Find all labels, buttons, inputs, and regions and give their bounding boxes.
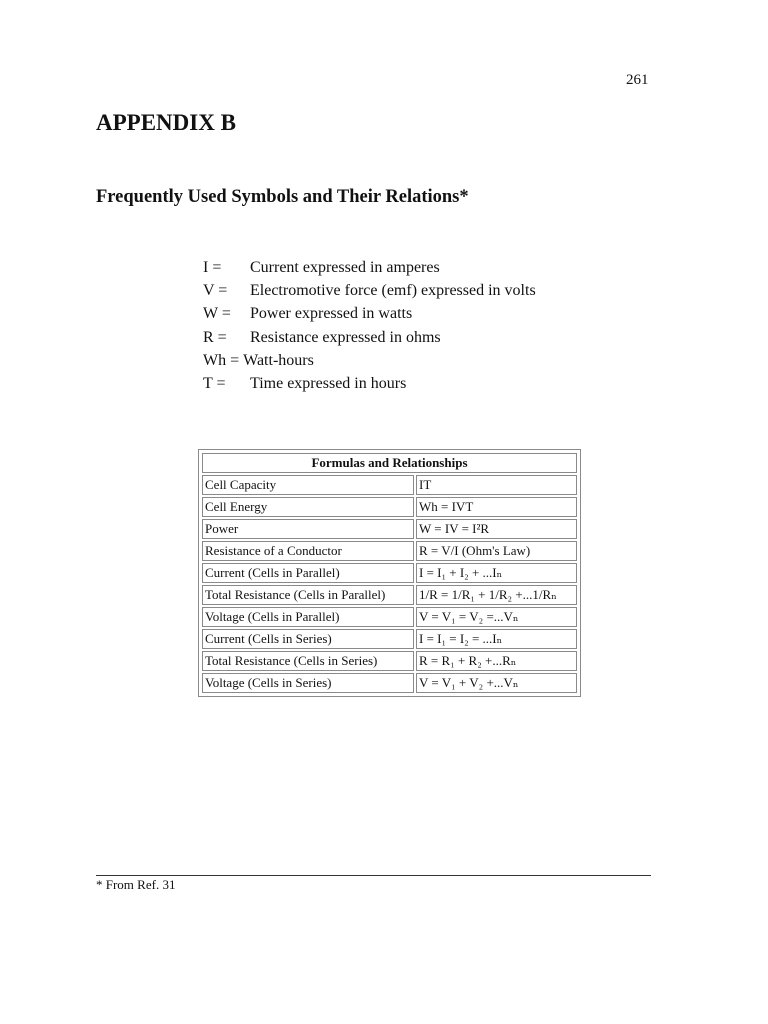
symbol-description: Current expressed in amperes <box>250 259 440 276</box>
relation-formula: W = IV = I²R <box>416 519 577 539</box>
symbol-row-voltage <box>203 279 536 302</box>
relation-label: Cell Capacity <box>202 475 414 495</box>
relation-formula: V = V₁ + V₂ +...Vₙ <box>416 673 577 693</box>
table-row <box>202 541 577 561</box>
symbol-row-watt-hours <box>203 349 536 372</box>
symbol-key: Wh = <box>203 351 240 369</box>
appendix-title: APPENDIX B <box>96 110 236 135</box>
table-row <box>202 519 577 539</box>
relation-label: Power <box>202 519 414 539</box>
table-row <box>202 651 577 671</box>
symbol-key: T = <box>203 374 226 392</box>
relation-formula: I = I₁ + I₂ + ...Iₙ <box>416 563 577 583</box>
symbol-description: Electromotive force (emf) expressed in volts <box>250 282 536 300</box>
symbol-description: Watt-hours <box>243 351 314 369</box>
table-row <box>202 607 577 627</box>
formulas-table <box>200 451 579 695</box>
relation-label: Current (Cells in Series) <box>202 629 414 649</box>
table-row <box>202 673 577 693</box>
symbol-row-resistance <box>203 326 536 349</box>
formulas-table-frame <box>198 449 581 697</box>
table-row <box>202 475 577 495</box>
relation-label: Cell Energy <box>202 497 414 517</box>
symbol-row-time <box>203 372 536 395</box>
symbol-description: Resistance expressed in ohms <box>250 328 441 346</box>
symbol-key: V = <box>203 282 228 300</box>
section-title: Frequently Used Symbols and Their Relations* <box>96 187 469 207</box>
relation-label: Current (Cells in Parallel) <box>202 563 414 583</box>
table-row <box>202 585 577 605</box>
relation-label: Voltage (Cells in Parallel) <box>202 607 414 627</box>
relation-label: Resistance of a Conductor <box>202 541 414 561</box>
table-row <box>202 497 577 517</box>
relation-formula: V = V₁ = V₂ =...Vₙ <box>416 607 577 627</box>
relation-label: Total Resistance (Cells in Parallel) <box>202 585 414 605</box>
symbol-description: Time expressed in hours <box>250 374 407 392</box>
symbol-row-power <box>203 302 536 325</box>
table-row <box>202 563 577 583</box>
symbol-row-current <box>203 256 536 279</box>
symbol-key: I = <box>203 259 222 276</box>
table-row <box>202 629 577 649</box>
symbol-key: R = <box>203 328 227 346</box>
relation-label: Voltage (Cells in Series) <box>202 673 414 693</box>
relation-formula: I = I₁ = I₂ = ...Iₙ <box>416 629 577 649</box>
footnote-divider <box>96 875 651 876</box>
symbol-list <box>203 256 536 395</box>
symbol-key: W = <box>203 305 231 323</box>
relation-formula: IT <box>416 475 577 495</box>
symbol-description: Power expressed in watts <box>250 305 413 323</box>
relation-formula: Wh = IVT <box>416 497 577 517</box>
relation-formula: 1/R = 1/R₁ + 1/R₂ +...1/Rₙ <box>416 585 577 605</box>
table-header: Formulas and Relationships <box>202 453 577 473</box>
relation-formula: R = V/I (Ohm's Law) <box>416 541 577 561</box>
page-number: 261 <box>626 72 649 88</box>
relation-label: Total Resistance (Cells in Series) <box>202 651 414 671</box>
footnote: * From Ref. 31 <box>96 877 176 892</box>
relation-formula: R = R₁ + R₂ +...Rₙ <box>416 651 577 671</box>
